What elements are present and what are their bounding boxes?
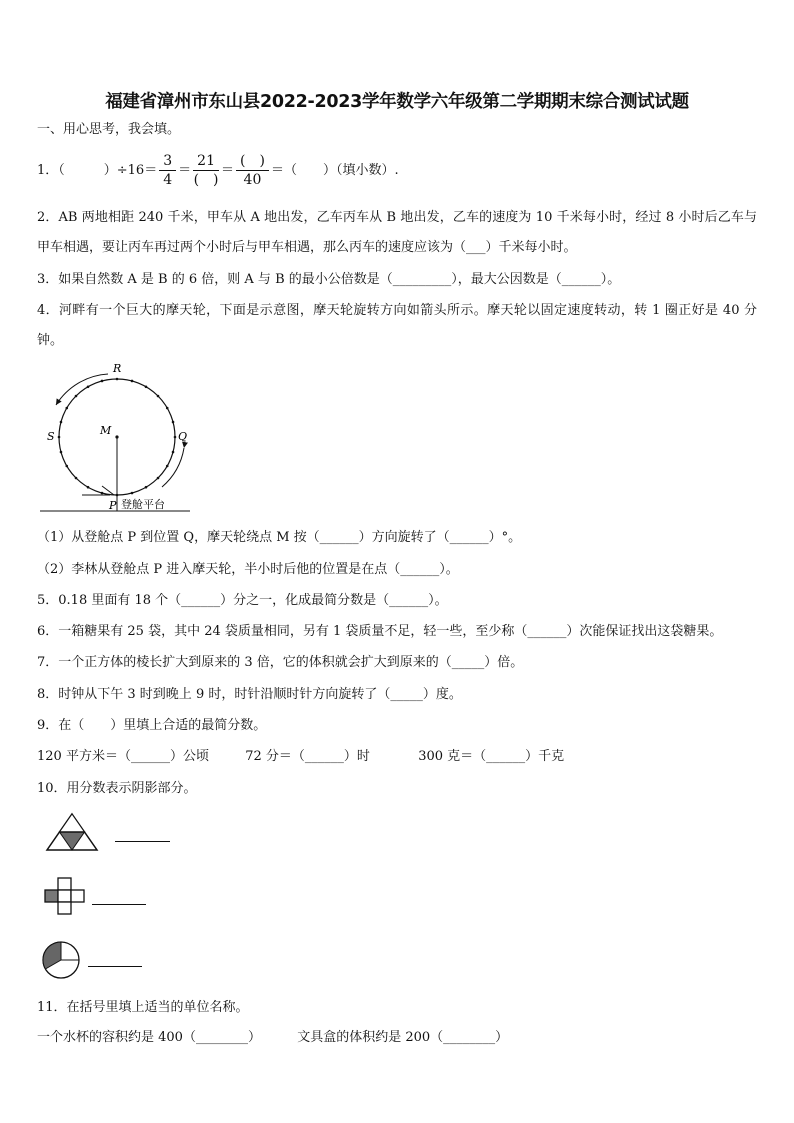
seat-dot bbox=[172, 421, 175, 424]
question-2: 2．AB 两地相距 240 千米，甲车从 A 地出发，乙车丙车从 B 地出发，乙车的速度为 10 千米每小时，经过 8 小时后乙车与甲车相遇，要让丙车再过两个小时后与甲车相遇，那么丙车的速度应该为（___）千米每小时。 bbox=[37, 210, 757, 255]
answer-blank-cross[interactable] bbox=[92, 904, 146, 905]
seat-dot bbox=[145, 385, 148, 388]
fraction-denominator: 4 bbox=[163, 172, 173, 188]
circle-figure bbox=[40, 940, 84, 980]
fraction-numerator: 3 bbox=[159, 152, 176, 171]
seat-dot bbox=[65, 465, 68, 468]
seat-dot bbox=[75, 395, 78, 398]
q1-suffix: ＝（ ）（填小数）. bbox=[270, 162, 399, 178]
seat-dot bbox=[157, 477, 160, 480]
seat-dot bbox=[101, 380, 104, 383]
question-4-2: （2）李林从登舱点 P 进入摩天轮，半小时后他的位置是在点（______）。 bbox=[37, 562, 459, 577]
seat-dot bbox=[174, 436, 177, 439]
fraction-denominator: 40 bbox=[243, 172, 262, 188]
seat-dot bbox=[87, 486, 90, 489]
q9-items-row bbox=[37, 747, 564, 767]
question-6: 6．一箱糖果有 25 袋，其中 24 袋质量相同，另有 1 袋质量不足，轻一些，至少称（______）次能保证找出这袋糖果。 bbox=[37, 624, 723, 639]
label-platform: 登舱平台 bbox=[121, 498, 165, 511]
seat-dot bbox=[87, 385, 90, 388]
rotation-arrow-left bbox=[56, 374, 108, 405]
label-r: R bbox=[113, 362, 122, 375]
fraction-numerator: 21 bbox=[193, 152, 219, 171]
center-point bbox=[115, 435, 118, 438]
seat-dot bbox=[101, 492, 104, 495]
triangle-figure bbox=[45, 812, 100, 852]
fraction-numerator[interactable]: ( ) bbox=[236, 152, 269, 171]
question-9: 9．在（ ）里填上合适的最简分数。 bbox=[37, 718, 267, 733]
answer-blank-circle[interactable] bbox=[88, 966, 142, 967]
seat-dot bbox=[65, 407, 68, 410]
label-q: Q bbox=[178, 430, 188, 443]
seat-dot bbox=[60, 421, 63, 424]
q9-item-time: 72 分＝（______）时 bbox=[245, 749, 370, 764]
q9-item-mass: 300 克＝（______）千克 bbox=[418, 749, 565, 764]
seat-dot bbox=[75, 477, 78, 480]
seat-dot bbox=[166, 465, 169, 468]
seat-dot bbox=[166, 407, 169, 410]
label-p: P bbox=[109, 499, 117, 512]
question-11: 11．在括号里填上适当的单位名称。 bbox=[37, 1000, 249, 1015]
label-m: M bbox=[100, 424, 112, 437]
question-4-1: （1）从登舱点 P 到位置 Q，摩天轮绕点 M 按（______）方向旋转了（______）°。 bbox=[37, 530, 522, 545]
q11-items-row bbox=[37, 1028, 508, 1048]
question-3: 3．如果自然数 A 是 B 的 6 倍，则 A 与 B 的最小公倍数是（_________），最大公因数是（______）。 bbox=[37, 272, 621, 287]
fraction-2 bbox=[193, 152, 219, 189]
cross-figure bbox=[43, 876, 88, 916]
seat-dot bbox=[60, 451, 63, 454]
answer-blank-triangle[interactable] bbox=[115, 841, 170, 842]
q11-item-cup: 一个水杯的容积约是 400（________） bbox=[37, 1030, 261, 1045]
question-7: 7．一个正方体的棱长扩大到原来的 3 倍，它的体积就会扩大到原来的（_____）倍。 bbox=[37, 655, 524, 670]
fraction-1 bbox=[159, 152, 176, 189]
seat-dot bbox=[131, 492, 134, 495]
equals-sign: ＝ bbox=[178, 162, 192, 178]
question-10: 10．用分数表示阴影部分。 bbox=[37, 781, 197, 796]
seat-dot bbox=[145, 486, 148, 489]
question-8: 8．时钟从下午 3 时到晚上 9 时，时针沿顺时针方向旋转了（_____）度。 bbox=[37, 687, 462, 702]
seat-dot bbox=[58, 436, 61, 439]
ferris-wheel-diagram bbox=[30, 355, 210, 520]
seat-dot bbox=[157, 395, 160, 398]
q11-item-box: 文具盒的体积约是 200（________） bbox=[297, 1030, 509, 1045]
fraction-3 bbox=[236, 152, 269, 189]
equals-sign: ＝ bbox=[220, 162, 234, 178]
fraction-denominator[interactable]: ( ) bbox=[193, 172, 219, 188]
q1-prefix: 1．（ ）÷16＝ bbox=[37, 162, 158, 178]
q9-item-area: 120 平方米＝（______）公顷 bbox=[37, 749, 209, 764]
page-title: 福建省漳州市东山县2022-2023学年数学六年级第二学期期末综合测试试题 bbox=[105, 92, 689, 112]
seat-dot bbox=[172, 451, 175, 454]
question-1 bbox=[37, 152, 399, 189]
label-s: S bbox=[47, 430, 55, 443]
question-4: 4．河畔有一个巨大的摩天轮，下面是示意图，摩天轮旋转方向如箭头所示。摩天轮以固定速度转动，转 1 圈正好是 40 分钟。 bbox=[37, 303, 757, 348]
section-heading: 一、用心思考，我会填。 bbox=[37, 122, 181, 137]
seat-dot bbox=[131, 380, 134, 383]
seat-dot bbox=[116, 378, 119, 381]
question-5: 5．0.18 里面有 18 个（______）分之一，化成最简分数是（______）。 bbox=[37, 593, 448, 608]
